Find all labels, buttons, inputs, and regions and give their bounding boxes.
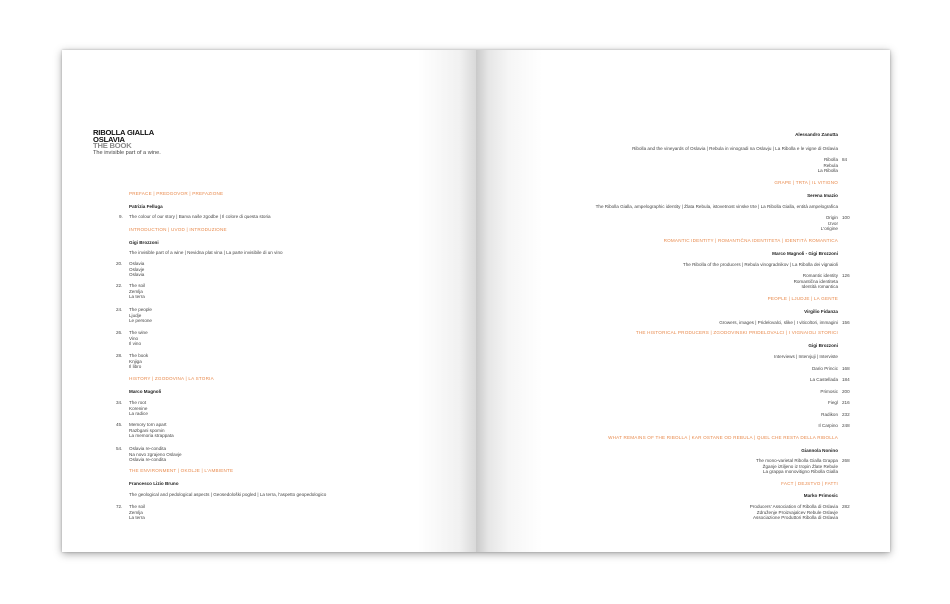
producer-entry: Dario Princic [811, 366, 838, 371]
toc-entry: The people Ljudje Le persone [129, 307, 152, 324]
page-number: 168 [842, 366, 850, 371]
book-subtitle: The invisible part of a wine. [93, 149, 161, 156]
left-page [62, 50, 476, 552]
author-primosic: Marko Primosic [803, 493, 838, 498]
book-title-line2: OSLAVIA [93, 134, 125, 144]
toc-entry: The soil Zemlja La terra [129, 504, 146, 521]
page-number: 232 [842, 412, 850, 417]
section-heading-historical-producers: THE HISTORICAL PRODUCERS | ZGODOVINSKI PRIDELOVALCI | I VIGNAIOLI STORICI [635, 330, 838, 335]
author-imazio: Serena Imazio [807, 193, 838, 198]
right-page [476, 50, 890, 552]
section-heading-romantic-identity: ROMANTIC IDENTITY | ROMANTIČNA IDENTITETA | IDENTITÀ ROMANTICA [663, 238, 838, 243]
page-number: 54. [116, 446, 123, 451]
producer-entry: La Castellada [809, 377, 838, 382]
page-number: 268 [842, 458, 850, 463]
page-number: 34. [116, 400, 123, 405]
page-number: 282 [842, 504, 850, 509]
toc-entry: The Ribolla Gialla, ampelographic identity | Žlata Rebula, istovetnost vinske trte | La Ribolla Gialla, entità ampelografica [595, 204, 838, 209]
author-felluga: Patrizia Felluga [129, 204, 163, 209]
page-number: 26. [116, 330, 123, 335]
toc-entry: Origin Izvor L'origine [820, 215, 838, 232]
producer-entry: Radikon [821, 412, 838, 417]
book-title-line3: THE BOOK [93, 141, 132, 150]
page-number: 22. [116, 283, 123, 288]
page-number: 28. [116, 353, 123, 358]
toc-entry: The invisible part of a wine | Nevidna plat vina | La parte invisibile di un vino [129, 250, 283, 255]
producer-entry: Fiegl [828, 400, 838, 405]
author-magnoli-brozzoni: Marco Magnoli - Gigi Brozzoni [772, 251, 838, 256]
producer-entry: Il Carpino [818, 423, 838, 428]
toc-entry: Ribolla Rebula La Ribolla [817, 157, 838, 174]
section-heading-people: PEOPLE | LJUDJE | LA GENTE [767, 296, 838, 301]
author-zanutta: Alessandro Zanutta [795, 132, 838, 137]
page-number: 9. [119, 214, 123, 219]
toc-entry: The Ribolla of the producers | Rebula vinogradnikov | La Ribolla dei vignaioli [682, 262, 838, 267]
page-number: 156 [842, 320, 850, 325]
author-fidanza: Virgilio Fidanza [804, 309, 838, 314]
toc-entry: Romantic identity Romantična identiteta Identità romantica [793, 273, 838, 290]
page-number: 100 [842, 215, 850, 220]
page-number: 84 [842, 157, 848, 162]
toc-entry: Growers, images | Pridelovalci, slike | I viticoltori, immagini [719, 320, 838, 325]
section-heading-history: HISTORY | ZGODOVINA | LA STORIA [129, 376, 214, 381]
book-title-block [93, 130, 161, 156]
page-number: 126 [842, 273, 850, 278]
page-number: 184 [842, 377, 850, 382]
open-book [62, 50, 890, 552]
toc-entry: Memory torn apart Razbgani spomin La memoria strappata [129, 422, 174, 439]
section-heading-grape: GRAPE | TRTA | IL VITIGNO [774, 180, 838, 185]
section-heading-fact: FACT | DEJSTVO | FATTI [781, 481, 838, 486]
author-brozzoni: Gigi Brozzoni [808, 343, 838, 348]
toc-entry: The soil Zemlja La terra [129, 283, 146, 300]
section-heading-introduction: INTRODUCTION | UVOD | INTRODUZIONE [129, 227, 227, 232]
page-number: 20. [116, 261, 123, 266]
section-heading-preface: PREFACE | PREDGOVOR | PREFAZIONE [129, 191, 224, 196]
toc-entry: Oslavia Oslavje Oslavia [129, 261, 145, 278]
author-brozzoni: Gigi Brozzoni [129, 240, 159, 245]
toc-entry: Ribolla and the vineyards of Oslavia | Rebula in vinogradi na Oslavju | La Ribolla e le vigne di Oslavia [632, 146, 838, 151]
page-number: 200 [842, 389, 850, 394]
toc-entry: The wine Vino Il vino [129, 330, 148, 347]
toc-entry: Producers' Association of Ribolla di Oslavia Združenje Proizvajalcev Rebule Oslavje Associazione Produttori Ribolla di Oslavia [749, 504, 838, 521]
book-title-line1: RIBOLLA GIALLA [93, 128, 155, 137]
section-heading-what-remains: WHAT REMAINS OF THE RIBOLLA | KAR OSTANE OD REBULA | QUEL CHE RESTA DELLA RIBOLLA [608, 435, 838, 440]
page-number: 24. [116, 307, 123, 312]
author-nonino: Giannola Nonino [801, 448, 838, 453]
toc-entry: Oslavia re-condita Na novo zgrajeno Oslavje Oslavia re-condita [129, 446, 182, 463]
toc-entry: The geological and pedological aspects | Geosedološki pogled | La terra, l'aspetto geopedologico [129, 492, 327, 497]
author-lizio-bruno: Francesco Lizio Bruno [129, 481, 179, 486]
author-magnoli: Marco Magnoli [129, 389, 162, 394]
section-heading-environment: THE ENVIRONMENT | OKOLJE | L'AMBIENTE [129, 468, 234, 473]
page-number: 72. [116, 504, 123, 509]
toc-entry: Interviews | Intervjuji | Interviste [774, 354, 838, 359]
page-number: 248 [842, 423, 850, 428]
page-number: 45. [116, 422, 123, 427]
toc-entry: The mono-varietal Ribolla Gialla Grappa Žganje iztiljeno iz tropin Žlate Rebule La grappa monovitigno Ribolla Gialla [756, 458, 838, 475]
toc-entry: The book Knjiga Il libro [129, 353, 149, 370]
toc-entry: The colour of our story | Barva naše zgodbe | Il colore di questa storia [129, 214, 271, 219]
page-number: 216 [842, 400, 850, 405]
toc-entry: The root Korenine La radice [129, 400, 148, 417]
producer-entry: Primosic [820, 389, 838, 394]
